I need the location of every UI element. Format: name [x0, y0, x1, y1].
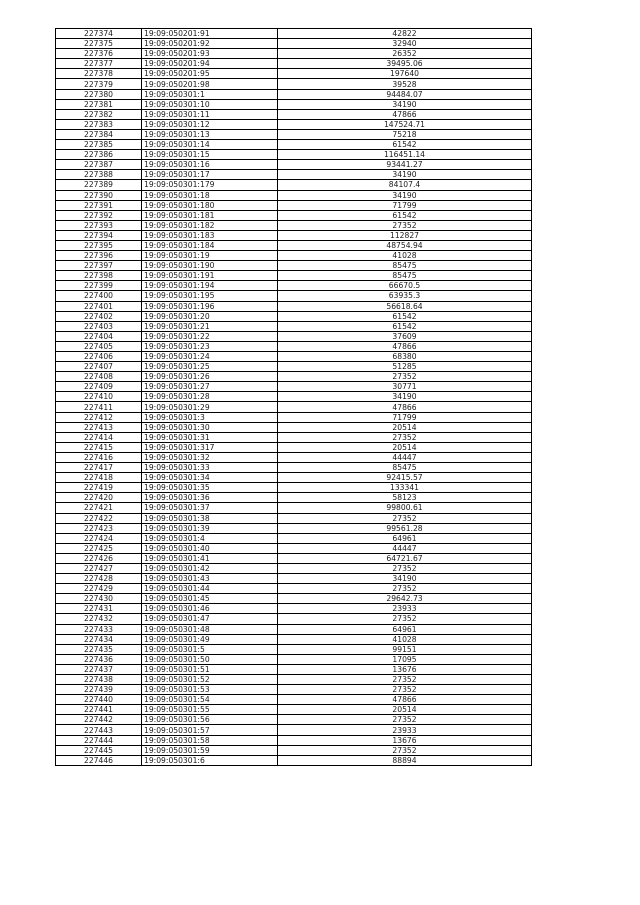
table-row [56, 382, 532, 392]
row-id-cell: 227440 [56, 695, 142, 705]
table-row [56, 79, 532, 89]
row-id-cell: 227384 [56, 129, 142, 139]
cadastral-code-cell: 19:09:050301:180 [142, 200, 278, 210]
table-row [56, 210, 532, 220]
row-id-cell: 227406 [56, 352, 142, 362]
value-cell: 20514 [278, 442, 532, 452]
row-id-cell: 227422 [56, 513, 142, 523]
row-id-cell: 227402 [56, 311, 142, 321]
cadastral-code-cell: 19:09:050301:57 [142, 725, 278, 735]
row-id-cell: 227393 [56, 220, 142, 230]
cadastral-code-cell: 19:09:050301:181 [142, 210, 278, 220]
table-row [56, 664, 532, 674]
value-cell: 133341 [278, 483, 532, 493]
value-cell: 85475 [278, 261, 532, 271]
cadastral-code-cell: 19:09:050301:36 [142, 493, 278, 503]
table-row [56, 412, 532, 422]
row-id-cell: 227407 [56, 362, 142, 372]
value-cell: 88894 [278, 755, 532, 765]
row-id-cell: 227421 [56, 503, 142, 513]
cadastral-code-cell: 19:09:050301:28 [142, 392, 278, 402]
table-row [56, 745, 532, 755]
cadastral-code-cell: 19:09:050301:34 [142, 473, 278, 483]
cadastral-code-cell: 19:09:050301:49 [142, 634, 278, 644]
value-cell: 99561.28 [278, 523, 532, 533]
cadastral-code-cell: 19:09:050301:51 [142, 664, 278, 674]
value-cell: 23933 [278, 604, 532, 614]
row-id-cell: 227405 [56, 341, 142, 351]
row-id-cell: 227381 [56, 99, 142, 109]
value-cell: 29642.73 [278, 594, 532, 604]
table-row [56, 543, 532, 553]
value-cell: 34190 [278, 99, 532, 109]
table-row [56, 180, 532, 190]
cadastral-code-cell: 19:09:050301:53 [142, 685, 278, 695]
row-id-cell: 227376 [56, 49, 142, 59]
cadastral-code-cell: 19:09:050301:1 [142, 89, 278, 99]
value-cell: 39528 [278, 79, 532, 89]
row-id-cell: 227446 [56, 755, 142, 765]
row-id-cell: 227427 [56, 563, 142, 573]
table-row [56, 170, 532, 180]
table-row [56, 594, 532, 604]
cadastral-code-cell: 19:09:050301:190 [142, 261, 278, 271]
value-cell: 99151 [278, 644, 532, 654]
table-body [56, 29, 532, 766]
cadastral-code-cell: 19:09:050301:44 [142, 584, 278, 594]
table-row [56, 271, 532, 281]
row-id-cell: 227416 [56, 452, 142, 462]
cadastral-code-cell: 19:09:050301:25 [142, 362, 278, 372]
value-cell: 27352 [278, 513, 532, 523]
table-row [56, 513, 532, 523]
table-row [56, 493, 532, 503]
value-cell: 26352 [278, 49, 532, 59]
value-cell: 41028 [278, 251, 532, 261]
table-row [56, 654, 532, 664]
value-cell: 41028 [278, 634, 532, 644]
table-row [56, 473, 532, 483]
value-cell: 84107.4 [278, 180, 532, 190]
value-cell: 61542 [278, 321, 532, 331]
row-id-cell: 227375 [56, 39, 142, 49]
row-id-cell: 227415 [56, 442, 142, 452]
cadastral-code-cell: 19:09:050301:16 [142, 160, 278, 170]
value-cell: 27352 [278, 745, 532, 755]
table-row [56, 301, 532, 311]
value-cell: 34190 [278, 574, 532, 584]
table-row [56, 442, 532, 452]
row-id-cell: 227438 [56, 675, 142, 685]
row-id-cell: 227436 [56, 654, 142, 664]
table-row [56, 362, 532, 372]
table-row [56, 624, 532, 634]
value-cell: 58123 [278, 493, 532, 503]
table-row [56, 604, 532, 614]
cadastral-code-cell: 19:09:050301:21 [142, 321, 278, 331]
cadastral-code-cell: 19:09:050301:22 [142, 331, 278, 341]
value-cell: 13676 [278, 664, 532, 674]
row-id-cell: 227379 [56, 79, 142, 89]
table-row [56, 503, 532, 513]
row-id-cell: 227374 [56, 29, 142, 39]
cadastral-code-cell: 19:09:050301:20 [142, 311, 278, 321]
cadastral-code-cell: 19:09:050201:94 [142, 59, 278, 69]
row-id-cell: 227420 [56, 493, 142, 503]
row-id-cell: 227441 [56, 705, 142, 715]
data-table [55, 28, 532, 766]
cadastral-code-cell: 19:09:050301:5 [142, 644, 278, 654]
value-cell: 30771 [278, 382, 532, 392]
value-cell: 44447 [278, 452, 532, 462]
row-id-cell: 227399 [56, 281, 142, 291]
row-id-cell: 227404 [56, 331, 142, 341]
cadastral-code-cell: 19:09:050301:23 [142, 341, 278, 351]
value-cell: 39495.06 [278, 59, 532, 69]
cadastral-code-cell: 19:09:050301:184 [142, 240, 278, 250]
value-cell: 147524.71 [278, 119, 532, 129]
row-id-cell: 227382 [56, 109, 142, 119]
value-cell: 68380 [278, 352, 532, 362]
value-cell: 27352 [278, 220, 532, 230]
cadastral-code-cell: 19:09:050301:191 [142, 271, 278, 281]
table-row [56, 109, 532, 119]
value-cell: 61542 [278, 311, 532, 321]
document-page [55, 28, 532, 766]
table-row [56, 220, 532, 230]
table-row [56, 49, 532, 59]
row-id-cell: 227424 [56, 533, 142, 543]
table-row [56, 463, 532, 473]
cadastral-code-cell: 19:09:050201:98 [142, 79, 278, 89]
value-cell: 34190 [278, 392, 532, 402]
table-row [56, 29, 532, 39]
value-cell: 71799 [278, 412, 532, 422]
row-id-cell: 227385 [56, 140, 142, 150]
value-cell: 48754.94 [278, 240, 532, 250]
row-id-cell: 227445 [56, 745, 142, 755]
cadastral-code-cell: 19:09:050301:46 [142, 604, 278, 614]
value-cell: 23933 [278, 725, 532, 735]
cadastral-code-cell: 19:09:050301:15 [142, 150, 278, 160]
cadastral-code-cell: 19:09:050301:39 [142, 523, 278, 533]
table-row [56, 584, 532, 594]
value-cell: 47866 [278, 109, 532, 119]
cadastral-code-cell: 19:09:050301:41 [142, 553, 278, 563]
row-id-cell: 227414 [56, 432, 142, 442]
table-row [56, 129, 532, 139]
row-id-cell: 227434 [56, 634, 142, 644]
table-row [56, 392, 532, 402]
table-row [56, 563, 532, 573]
value-cell: 61542 [278, 140, 532, 150]
row-id-cell: 227387 [56, 160, 142, 170]
row-id-cell: 227444 [56, 735, 142, 745]
row-id-cell: 227435 [56, 644, 142, 654]
cadastral-code-cell: 19:09:050301:43 [142, 574, 278, 584]
table-row [56, 200, 532, 210]
value-cell: 20514 [278, 705, 532, 715]
value-cell: 112827 [278, 230, 532, 240]
table-row [56, 240, 532, 250]
cadastral-code-cell: 19:09:050301:182 [142, 220, 278, 230]
value-cell: 47866 [278, 402, 532, 412]
cadastral-code-cell: 19:09:050301:196 [142, 301, 278, 311]
row-id-cell: 227395 [56, 240, 142, 250]
cadastral-code-cell: 19:09:050301:13 [142, 129, 278, 139]
row-id-cell: 227419 [56, 483, 142, 493]
cadastral-code-cell: 19:09:050301:11 [142, 109, 278, 119]
table-row [56, 251, 532, 261]
cadastral-code-cell: 19:09:050201:93 [142, 49, 278, 59]
cadastral-code-cell: 19:09:050301:29 [142, 402, 278, 412]
row-id-cell: 227396 [56, 251, 142, 261]
row-id-cell: 227426 [56, 553, 142, 563]
table-row [56, 140, 532, 150]
cadastral-code-cell: 19:09:050301:33 [142, 463, 278, 473]
table-row [56, 39, 532, 49]
cadastral-code-cell: 19:09:050301:195 [142, 291, 278, 301]
cadastral-code-cell: 19:09:050301:48 [142, 624, 278, 634]
table-row [56, 59, 532, 69]
row-id-cell: 227391 [56, 200, 142, 210]
value-cell: 64961 [278, 624, 532, 634]
table-row [56, 261, 532, 271]
table-row [56, 230, 532, 240]
table-row [56, 422, 532, 432]
table-row [56, 89, 532, 99]
row-id-cell: 227418 [56, 473, 142, 483]
table-row [56, 533, 532, 543]
table-row [56, 281, 532, 291]
row-id-cell: 227430 [56, 594, 142, 604]
cadastral-code-cell: 19:09:050301:52 [142, 675, 278, 685]
table-row [56, 715, 532, 725]
value-cell: 64721.67 [278, 553, 532, 563]
cadastral-code-cell: 19:09:050301:47 [142, 614, 278, 624]
cadastral-code-cell: 19:09:050301:183 [142, 230, 278, 240]
cadastral-code-cell: 19:09:050301:4 [142, 533, 278, 543]
table-row [56, 685, 532, 695]
cadastral-code-cell: 19:09:050301:37 [142, 503, 278, 513]
table-row [56, 483, 532, 493]
value-cell: 34190 [278, 190, 532, 200]
value-cell: 47866 [278, 695, 532, 705]
value-cell: 64961 [278, 533, 532, 543]
table-row [56, 675, 532, 685]
row-id-cell: 227413 [56, 422, 142, 432]
table-row [56, 119, 532, 129]
cadastral-code-cell: 19:09:050301:14 [142, 140, 278, 150]
table-row [56, 331, 532, 341]
row-id-cell: 227377 [56, 59, 142, 69]
table-row [56, 291, 532, 301]
row-id-cell: 227432 [56, 614, 142, 624]
row-id-cell: 227410 [56, 392, 142, 402]
value-cell: 85475 [278, 463, 532, 473]
cadastral-code-cell: 19:09:050301:38 [142, 513, 278, 523]
table-row [56, 372, 532, 382]
row-id-cell: 227443 [56, 725, 142, 735]
cadastral-code-cell: 19:09:050301:30 [142, 422, 278, 432]
cadastral-code-cell: 19:09:050301:42 [142, 563, 278, 573]
value-cell: 71799 [278, 200, 532, 210]
row-id-cell: 227400 [56, 291, 142, 301]
table-row [56, 432, 532, 442]
table-row [56, 553, 532, 563]
cadastral-code-cell: 19:09:050201:91 [142, 29, 278, 39]
value-cell: 27352 [278, 675, 532, 685]
value-cell: 27352 [278, 685, 532, 695]
row-id-cell: 227392 [56, 210, 142, 220]
table-row [56, 402, 532, 412]
table-row [56, 311, 532, 321]
cadastral-code-cell: 19:09:050301:17 [142, 170, 278, 180]
cadastral-code-cell: 19:09:050301:10 [142, 99, 278, 109]
row-id-cell: 227386 [56, 150, 142, 160]
row-id-cell: 227389 [56, 180, 142, 190]
row-id-cell: 227411 [56, 402, 142, 412]
cadastral-code-cell: 19:09:050301:18 [142, 190, 278, 200]
value-cell: 27352 [278, 372, 532, 382]
value-cell: 13676 [278, 735, 532, 745]
value-cell: 75218 [278, 129, 532, 139]
value-cell: 27352 [278, 563, 532, 573]
table-row [56, 705, 532, 715]
row-id-cell: 227437 [56, 664, 142, 674]
value-cell: 66670.5 [278, 281, 532, 291]
table-row [56, 523, 532, 533]
row-id-cell: 227433 [56, 624, 142, 634]
row-id-cell: 227408 [56, 372, 142, 382]
value-cell: 116451.14 [278, 150, 532, 160]
row-id-cell: 227417 [56, 463, 142, 473]
cadastral-code-cell: 19:09:050301:55 [142, 705, 278, 715]
cadastral-code-cell: 19:09:050301:24 [142, 352, 278, 362]
table-row [56, 574, 532, 584]
table-row [56, 352, 532, 362]
table-row [56, 341, 532, 351]
value-cell: 17095 [278, 654, 532, 664]
value-cell: 27352 [278, 715, 532, 725]
table-row [56, 321, 532, 331]
row-id-cell: 227380 [56, 89, 142, 99]
cadastral-code-cell: 19:09:050301:6 [142, 755, 278, 765]
row-id-cell: 227403 [56, 321, 142, 331]
row-id-cell: 227425 [56, 543, 142, 553]
value-cell: 51285 [278, 362, 532, 372]
value-cell: 27352 [278, 584, 532, 594]
cadastral-code-cell: 19:09:050301:27 [142, 382, 278, 392]
table-row [56, 725, 532, 735]
value-cell: 20514 [278, 422, 532, 432]
cadastral-code-cell: 19:09:050301:40 [142, 543, 278, 553]
cadastral-code-cell: 19:09:050201:92 [142, 39, 278, 49]
table-row [56, 99, 532, 109]
value-cell: 92415.57 [278, 473, 532, 483]
table-row [56, 614, 532, 624]
value-cell: 93441.27 [278, 160, 532, 170]
row-id-cell: 227394 [56, 230, 142, 240]
row-id-cell: 227383 [56, 119, 142, 129]
cadastral-code-cell: 19:09:050301:59 [142, 745, 278, 755]
table-row [56, 644, 532, 654]
row-id-cell: 227439 [56, 685, 142, 695]
value-cell: 99800.61 [278, 503, 532, 513]
cadastral-code-cell: 19:09:050301:179 [142, 180, 278, 190]
value-cell: 56618.64 [278, 301, 532, 311]
row-id-cell: 227388 [56, 170, 142, 180]
cadastral-code-cell: 19:09:050301:194 [142, 281, 278, 291]
cadastral-code-cell: 19:09:050301:12 [142, 119, 278, 129]
cadastral-code-cell: 19:09:050301:50 [142, 654, 278, 664]
row-id-cell: 227398 [56, 271, 142, 281]
row-id-cell: 227378 [56, 69, 142, 79]
row-id-cell: 227442 [56, 715, 142, 725]
value-cell: 197640 [278, 69, 532, 79]
row-id-cell: 227431 [56, 604, 142, 614]
cadastral-code-cell: 19:09:050301:56 [142, 715, 278, 725]
table-row [56, 190, 532, 200]
cadastral-code-cell: 19:09:050301:317 [142, 442, 278, 452]
cadastral-code-cell: 19:09:050301:3 [142, 412, 278, 422]
value-cell: 44447 [278, 543, 532, 553]
value-cell: 27352 [278, 614, 532, 624]
cadastral-code-cell: 19:09:050301:54 [142, 695, 278, 705]
cadastral-code-cell: 19:09:050301:32 [142, 452, 278, 462]
row-id-cell: 227409 [56, 382, 142, 392]
table-row [56, 452, 532, 462]
row-id-cell: 227397 [56, 261, 142, 271]
table-row [56, 735, 532, 745]
row-id-cell: 227428 [56, 574, 142, 584]
table-row [56, 755, 532, 765]
cadastral-code-cell: 19:09:050301:26 [142, 372, 278, 382]
row-id-cell: 227429 [56, 584, 142, 594]
cadastral-code-cell: 19:09:050301:31 [142, 432, 278, 442]
value-cell: 37609 [278, 331, 532, 341]
value-cell: 27352 [278, 432, 532, 442]
value-cell: 34190 [278, 170, 532, 180]
cadastral-code-cell: 19:09:050301:58 [142, 735, 278, 745]
row-id-cell: 227390 [56, 190, 142, 200]
value-cell: 32940 [278, 39, 532, 49]
value-cell: 94484.07 [278, 89, 532, 99]
value-cell: 61542 [278, 210, 532, 220]
value-cell: 47866 [278, 341, 532, 351]
row-id-cell: 227401 [56, 301, 142, 311]
cadastral-code-cell: 19:09:050301:35 [142, 483, 278, 493]
cadastral-code-cell: 19:09:050301:45 [142, 594, 278, 604]
table-row [56, 160, 532, 170]
value-cell: 85475 [278, 271, 532, 281]
table-row [56, 695, 532, 705]
row-id-cell: 227423 [56, 523, 142, 533]
table-row [56, 69, 532, 79]
value-cell: 63935.3 [278, 291, 532, 301]
row-id-cell: 227412 [56, 412, 142, 422]
cadastral-code-cell: 19:09:050301:19 [142, 251, 278, 261]
table-row [56, 150, 532, 160]
value-cell: 42822 [278, 29, 532, 39]
cadastral-code-cell: 19:09:050201:95 [142, 69, 278, 79]
table-row [56, 634, 532, 644]
